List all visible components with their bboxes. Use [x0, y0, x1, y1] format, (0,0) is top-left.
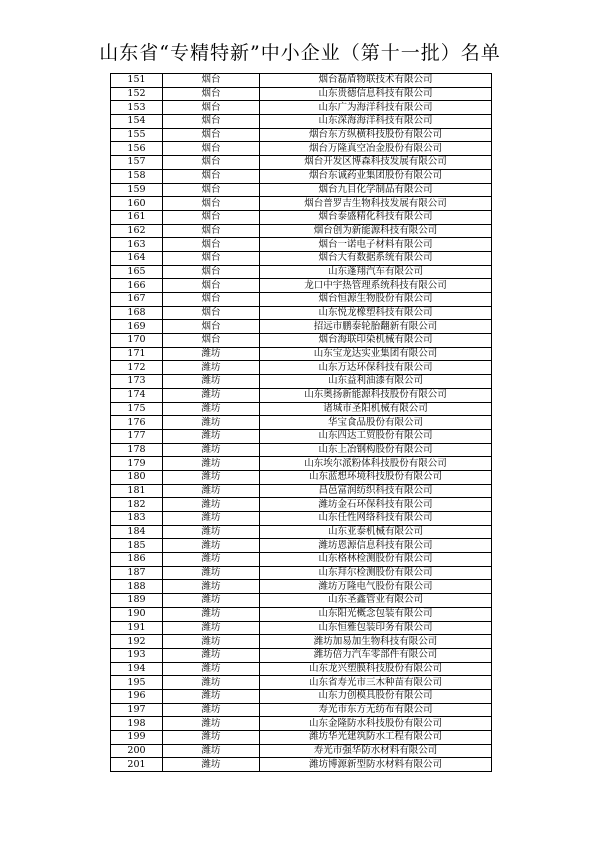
- city-cell: 烟台: [163, 142, 260, 156]
- table-row: [111, 662, 492, 676]
- table-row: [111, 115, 492, 129]
- city-cell: 烟台: [163, 210, 260, 224]
- table-row: [111, 443, 492, 457]
- table-row: [111, 388, 492, 402]
- city-cell: 潍坊: [163, 443, 260, 457]
- row-number: 189: [111, 594, 163, 608]
- city-cell: 烟台: [163, 128, 260, 142]
- company-name-cell: 山东益利油漆有限公司: [260, 375, 492, 389]
- row-number: 185: [111, 539, 163, 553]
- company-name-cell: 烟台万隆真空冶金股份有限公司: [260, 142, 492, 156]
- table-row: [111, 293, 492, 307]
- table-row: [111, 539, 492, 553]
- table-row: [111, 74, 492, 88]
- city-cell: 烟台: [163, 265, 260, 279]
- row-number: 171: [111, 347, 163, 361]
- company-name-cell: 山东贵德信息科技有限公司: [260, 87, 492, 101]
- row-number: 178: [111, 443, 163, 457]
- table-row: [111, 416, 492, 430]
- row-number: 163: [111, 238, 163, 252]
- company-name-cell: 山东蓬翔汽车有限公司: [260, 265, 492, 279]
- city-cell: 烟台: [163, 238, 260, 252]
- company-name-cell: 烟台恒源生物股份有限公司: [260, 293, 492, 307]
- company-name-cell: 潍坊加易加生物科技有限公司: [260, 635, 492, 649]
- company-name-cell: 潍坊博源新型防水材料有限公司: [260, 758, 492, 772]
- row-number: 197: [111, 703, 163, 717]
- city-cell: 潍坊: [163, 539, 260, 553]
- row-number: 174: [111, 388, 163, 402]
- table-row: [111, 128, 492, 142]
- city-cell: 潍坊: [163, 347, 260, 361]
- company-name-cell: 寿光市东方无纺布有限公司: [260, 703, 492, 717]
- table-row: [111, 676, 492, 690]
- table-row: [111, 717, 492, 731]
- row-number: 200: [111, 744, 163, 758]
- company-name-cell: 山东埃尔派粉体科技股份有限公司: [260, 457, 492, 471]
- table-row: [111, 238, 492, 252]
- city-cell: 潍坊: [163, 525, 260, 539]
- table-row: [111, 197, 492, 211]
- city-cell: 潍坊: [163, 429, 260, 443]
- table-row: [111, 142, 492, 156]
- table-row: [111, 689, 492, 703]
- city-cell: 烟台: [163, 87, 260, 101]
- city-cell: 潍坊: [163, 580, 260, 594]
- row-number: 169: [111, 320, 163, 334]
- row-number: 175: [111, 402, 163, 416]
- company-name-cell: 潍坊万隆电气股份有限公司: [260, 580, 492, 594]
- table-row: [111, 498, 492, 512]
- company-name-cell: 山东万达环保科技有限公司: [260, 361, 492, 375]
- company-name-cell: 山东上冶钢构股份有限公司: [260, 443, 492, 457]
- table-row: [111, 703, 492, 717]
- row-number: 184: [111, 525, 163, 539]
- company-name-cell: 山东亚泰机械有限公司: [260, 525, 492, 539]
- company-name-cell: 烟台泰盛精化科技有限公司: [260, 210, 492, 224]
- table-body: [111, 74, 492, 772]
- company-name-cell: 山东四达工贸股份有限公司: [260, 429, 492, 443]
- row-number: 167: [111, 293, 163, 307]
- row-number: 199: [111, 731, 163, 745]
- table-row: [111, 594, 492, 608]
- city-cell: 潍坊: [163, 635, 260, 649]
- row-number: 177: [111, 429, 163, 443]
- city-cell: 潍坊: [163, 758, 260, 772]
- company-name-cell: 诸城市圣阳机械有限公司: [260, 402, 492, 416]
- company-name-cell: 烟台大有数据系统有限公司: [260, 251, 492, 265]
- table-row: [111, 361, 492, 375]
- city-cell: 潍坊: [163, 594, 260, 608]
- row-number: 192: [111, 635, 163, 649]
- company-name-cell: 山东奥扬新能源科技股份有限公司: [260, 388, 492, 402]
- table-row: [111, 607, 492, 621]
- company-name-cell: 烟台一诺电子材料有限公司: [260, 238, 492, 252]
- row-number: 155: [111, 128, 163, 142]
- city-cell: 潍坊: [163, 566, 260, 580]
- row-number: 151: [111, 74, 163, 88]
- city-cell: 潍坊: [163, 484, 260, 498]
- table-row: [111, 279, 492, 293]
- row-number: 170: [111, 334, 163, 348]
- company-name-cell: 寿光市强华防水材料有限公司: [260, 744, 492, 758]
- row-number: 153: [111, 101, 163, 115]
- company-name-cell: 潍坊金石环保科技有限公司: [260, 498, 492, 512]
- company-name-cell: 山东蓝想环境科技股份有限公司: [260, 470, 492, 484]
- company-name-cell: 山东龙兴塑膜科技股份有限公司: [260, 662, 492, 676]
- company-name-cell: 山东省寿光市三木种苗有限公司: [260, 676, 492, 690]
- table-row: [111, 265, 492, 279]
- row-number: 164: [111, 251, 163, 265]
- row-number: 161: [111, 210, 163, 224]
- row-number: 196: [111, 689, 163, 703]
- city-cell: 潍坊: [163, 388, 260, 402]
- row-number: 156: [111, 142, 163, 156]
- company-name-cell: 山东恒雅包装印务有限公司: [260, 621, 492, 635]
- table-row: [111, 512, 492, 526]
- city-cell: 潍坊: [163, 689, 260, 703]
- company-name-cell: 山东金隆防水科技股份有限公司: [260, 717, 492, 731]
- row-number: 162: [111, 224, 163, 238]
- company-name-cell: 烟台开发区博森科技发展有限公司: [260, 156, 492, 170]
- city-cell: 烟台: [163, 334, 260, 348]
- table-row: [111, 621, 492, 635]
- city-cell: 潍坊: [163, 553, 260, 567]
- table-row: [111, 210, 492, 224]
- row-number: 193: [111, 648, 163, 662]
- company-name-cell: 山东广为海洋科技有限公司: [260, 101, 492, 115]
- row-number: 190: [111, 607, 163, 621]
- company-name-cell: 山东圣鑫管业有限公司: [260, 594, 492, 608]
- row-number: 188: [111, 580, 163, 594]
- city-cell: 潍坊: [163, 470, 260, 484]
- row-number: 181: [111, 484, 163, 498]
- city-cell: 潍坊: [163, 416, 260, 430]
- company-name-cell: 招远市鹏泰轮胎翻新有限公司: [260, 320, 492, 334]
- table-row: [111, 183, 492, 197]
- table-row: [111, 320, 492, 334]
- city-cell: 潍坊: [163, 607, 260, 621]
- company-name-cell: 山东悦龙橡塑科技有限公司: [260, 306, 492, 320]
- table-row: [111, 169, 492, 183]
- table-row: [111, 429, 492, 443]
- city-cell: 烟台: [163, 279, 260, 293]
- table-row: [111, 402, 492, 416]
- city-cell: 潍坊: [163, 703, 260, 717]
- city-cell: 潍坊: [163, 662, 260, 676]
- row-number: 159: [111, 183, 163, 197]
- city-cell: 烟台: [163, 251, 260, 265]
- city-cell: 烟台: [163, 156, 260, 170]
- table-row: [111, 457, 492, 471]
- company-name-cell: 山东阳光概念包装有限公司: [260, 607, 492, 621]
- page-title: 山东省“专精特新”中小企业（第十一批）名单: [99, 42, 501, 64]
- table-row: [111, 470, 492, 484]
- company-name-cell: 华宝食品股份有限公司: [260, 416, 492, 430]
- row-number: 194: [111, 662, 163, 676]
- table-row: [111, 553, 492, 567]
- company-name-cell: 龙口中宇热管理系统科技有限公司: [260, 279, 492, 293]
- city-cell: 烟台: [163, 224, 260, 238]
- row-number: 165: [111, 265, 163, 279]
- table-row: [111, 334, 492, 348]
- table-row: [111, 758, 492, 772]
- table-row: [111, 347, 492, 361]
- company-name-cell: 潍坊倍力汽车零部件有限公司: [260, 648, 492, 662]
- city-cell: 潍坊: [163, 621, 260, 635]
- city-cell: 潍坊: [163, 375, 260, 389]
- table-row: [111, 87, 492, 101]
- company-name-cell: 潍坊恩源信息科技有限公司: [260, 539, 492, 553]
- company-name-cell: 烟台东诚药业集团股份有限公司: [260, 169, 492, 183]
- city-cell: 烟台: [163, 293, 260, 307]
- table-row: [111, 525, 492, 539]
- table-row: [111, 731, 492, 745]
- company-name-cell: 烟台普罗吉生物科技发展有限公司: [260, 197, 492, 211]
- row-number: 172: [111, 361, 163, 375]
- table-row: [111, 156, 492, 170]
- table-row: [111, 101, 492, 115]
- table-row: [111, 635, 492, 649]
- row-number: 158: [111, 169, 163, 183]
- city-cell: 潍坊: [163, 361, 260, 375]
- company-name-cell: 昌邑富润纺织科技有限公司: [260, 484, 492, 498]
- table-row: [111, 224, 492, 238]
- row-number: 168: [111, 306, 163, 320]
- row-number: 154: [111, 115, 163, 129]
- city-cell: 烟台: [163, 169, 260, 183]
- city-cell: 潍坊: [163, 402, 260, 416]
- row-number: 157: [111, 156, 163, 170]
- company-name-cell: 烟台九目化学制品有限公司: [260, 183, 492, 197]
- city-cell: 潍坊: [163, 457, 260, 471]
- company-name-cell: 山东拜尔检测股份有限公司: [260, 566, 492, 580]
- company-name-cell: 烟台创为新能源科技有限公司: [260, 224, 492, 238]
- row-number: 179: [111, 457, 163, 471]
- row-number: 183: [111, 512, 163, 526]
- table-row: [111, 375, 492, 389]
- city-cell: 烟台: [163, 306, 260, 320]
- city-cell: 烟台: [163, 74, 260, 88]
- city-cell: 潍坊: [163, 731, 260, 745]
- city-cell: 烟台: [163, 115, 260, 129]
- row-number: 182: [111, 498, 163, 512]
- row-number: 180: [111, 470, 163, 484]
- row-number: 152: [111, 87, 163, 101]
- table-row: [111, 744, 492, 758]
- table-row: [111, 484, 492, 498]
- company-name-cell: 烟台海联印染机械有限公司: [260, 334, 492, 348]
- row-number: 187: [111, 566, 163, 580]
- row-number: 166: [111, 279, 163, 293]
- city-cell: 烟台: [163, 183, 260, 197]
- table-row: [111, 648, 492, 662]
- row-number: 191: [111, 621, 163, 635]
- row-number: 160: [111, 197, 163, 211]
- city-cell: 烟台: [163, 101, 260, 115]
- company-name-cell: 山东格林检测股份有限公司: [260, 553, 492, 567]
- row-number: 186: [111, 553, 163, 567]
- city-cell: 潍坊: [163, 744, 260, 758]
- table-row: [111, 580, 492, 594]
- city-cell: 潍坊: [163, 717, 260, 731]
- enterprise-table: [110, 73, 492, 772]
- table-row: [111, 251, 492, 265]
- city-cell: 烟台: [163, 320, 260, 334]
- company-name-cell: 潍坊华光建筑防水工程有限公司: [260, 731, 492, 745]
- row-number: 195: [111, 676, 163, 690]
- row-number: 176: [111, 416, 163, 430]
- city-cell: 潍坊: [163, 512, 260, 526]
- city-cell: 潍坊: [163, 676, 260, 690]
- row-number: 198: [111, 717, 163, 731]
- company-name-cell: 山东深海海洋科技有限公司: [260, 115, 492, 129]
- city-cell: 烟台: [163, 197, 260, 211]
- table-row: [111, 566, 492, 580]
- city-cell: 潍坊: [163, 648, 260, 662]
- city-cell: 潍坊: [163, 498, 260, 512]
- company-name-cell: 烟台东方纵横科技股份有限公司: [260, 128, 492, 142]
- company-name-cell: 山东力创模具股份有限公司: [260, 689, 492, 703]
- table-row: [111, 306, 492, 320]
- company-name-cell: 山东任性网络科技有限公司: [260, 512, 492, 526]
- company-name-cell: 烟台磊盾物联技术有限公司: [260, 74, 492, 88]
- row-number: 173: [111, 375, 163, 389]
- company-name-cell: 山东宝龙达实业集团有限公司: [260, 347, 492, 361]
- row-number: 201: [111, 758, 163, 772]
